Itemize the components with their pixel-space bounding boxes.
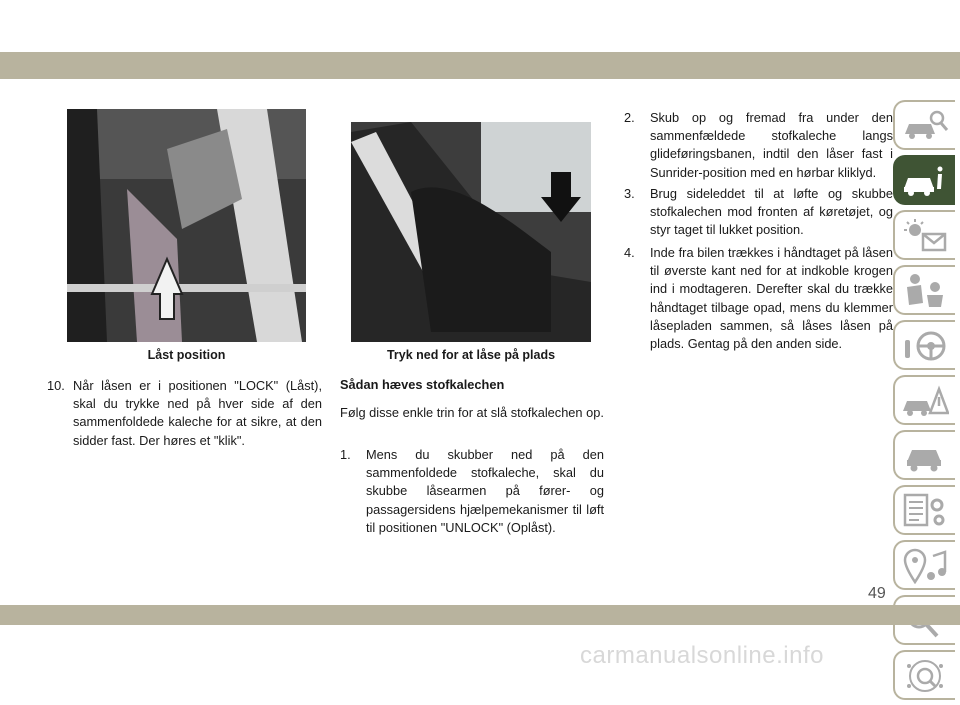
step-number: 1. (340, 447, 351, 462)
step-2 (624, 109, 893, 182)
car-maintenance-icon (901, 438, 949, 474)
tab-car-maintenance[interactable] (893, 430, 955, 480)
intro-paragraph: Følg disse enkle trin for at slå stofkalechen op. (340, 405, 604, 420)
step-text: Brug sideleddet til at løfte og skubbe stofkalechen mod fronten af køretøjet, og styr taget til lukket position. (650, 186, 893, 238)
step-number: 2. (624, 110, 635, 125)
step-text: Mens du skubber ned på den sammenfoldede stofkaleche, skal du skubbe låsearmen på fører- og passagersidens hjælpemekanismer til løft til positionen "UNLOCK" (Oplåst). (366, 447, 604, 535)
press-down-photo (351, 122, 591, 342)
tab-index[interactable] (893, 650, 955, 700)
tab-car-search[interactable] (893, 100, 955, 150)
tab-car-info[interactable] (893, 155, 955, 205)
tab-steering[interactable] (893, 320, 955, 370)
header-band (0, 52, 960, 79)
step-3 (624, 185, 893, 240)
step-1 (340, 446, 604, 537)
car-info-icon (901, 163, 949, 199)
tab-checklist[interactable] (893, 485, 955, 535)
step-text: Inde fra bilen trækkes i håndtaget på låsen til øverste kant ned for at indkoble krogen ind i modtageren. Derefter skal du trække håndtaget tilbage opad, mens du klemmer låsepladen sammen, så låses låsen på plads. Gentag på den anden side. (650, 245, 893, 352)
alphabet-index-icon (901, 658, 949, 694)
tab-car-warning[interactable] (893, 375, 955, 425)
warning-light-message-icon (901, 218, 949, 254)
step-text: Når låsen er i positionen "LOCK" (Låst), skal du trykke ned på hver side af den sammenfoldede kaleche for at sikre, at den sidder fast. Der høres et "klik". (73, 378, 322, 448)
step-10 (47, 377, 322, 450)
steering-wheel-icon (901, 328, 949, 364)
step-number: 10. (47, 378, 65, 393)
car-warning-triangle-icon (901, 383, 949, 419)
tab-seat-safety[interactable] (893, 265, 955, 315)
step-number: 4. (624, 245, 635, 260)
step-4 (624, 244, 893, 353)
watermark: carmanualsonline.info (580, 642, 824, 669)
checklist-gear-icon (901, 493, 949, 529)
figure-caption-left: Låst position (147, 348, 226, 362)
step-text: Skub op og fremad fra under den sammenfældede stofkaleche langs glideføringsbanen, indtil den låser fast i Sunrider-position med en hørbar kliklyd. (650, 110, 893, 180)
footer-band (0, 605, 960, 625)
tab-warning-lights[interactable] (893, 210, 955, 260)
map-music-icon (901, 548, 949, 584)
tab-map-music[interactable] (893, 540, 955, 590)
page-number: 49 (868, 585, 886, 602)
step-number: 3. (624, 186, 635, 201)
locked-position-photo (67, 109, 306, 342)
figure-caption-right: Tryk ned for at låse på plads (386, 348, 556, 362)
car-search-icon (901, 108, 949, 144)
seat-safety-icon (901, 273, 949, 309)
section-heading: Sådan hæves stofkalechen (340, 377, 505, 392)
